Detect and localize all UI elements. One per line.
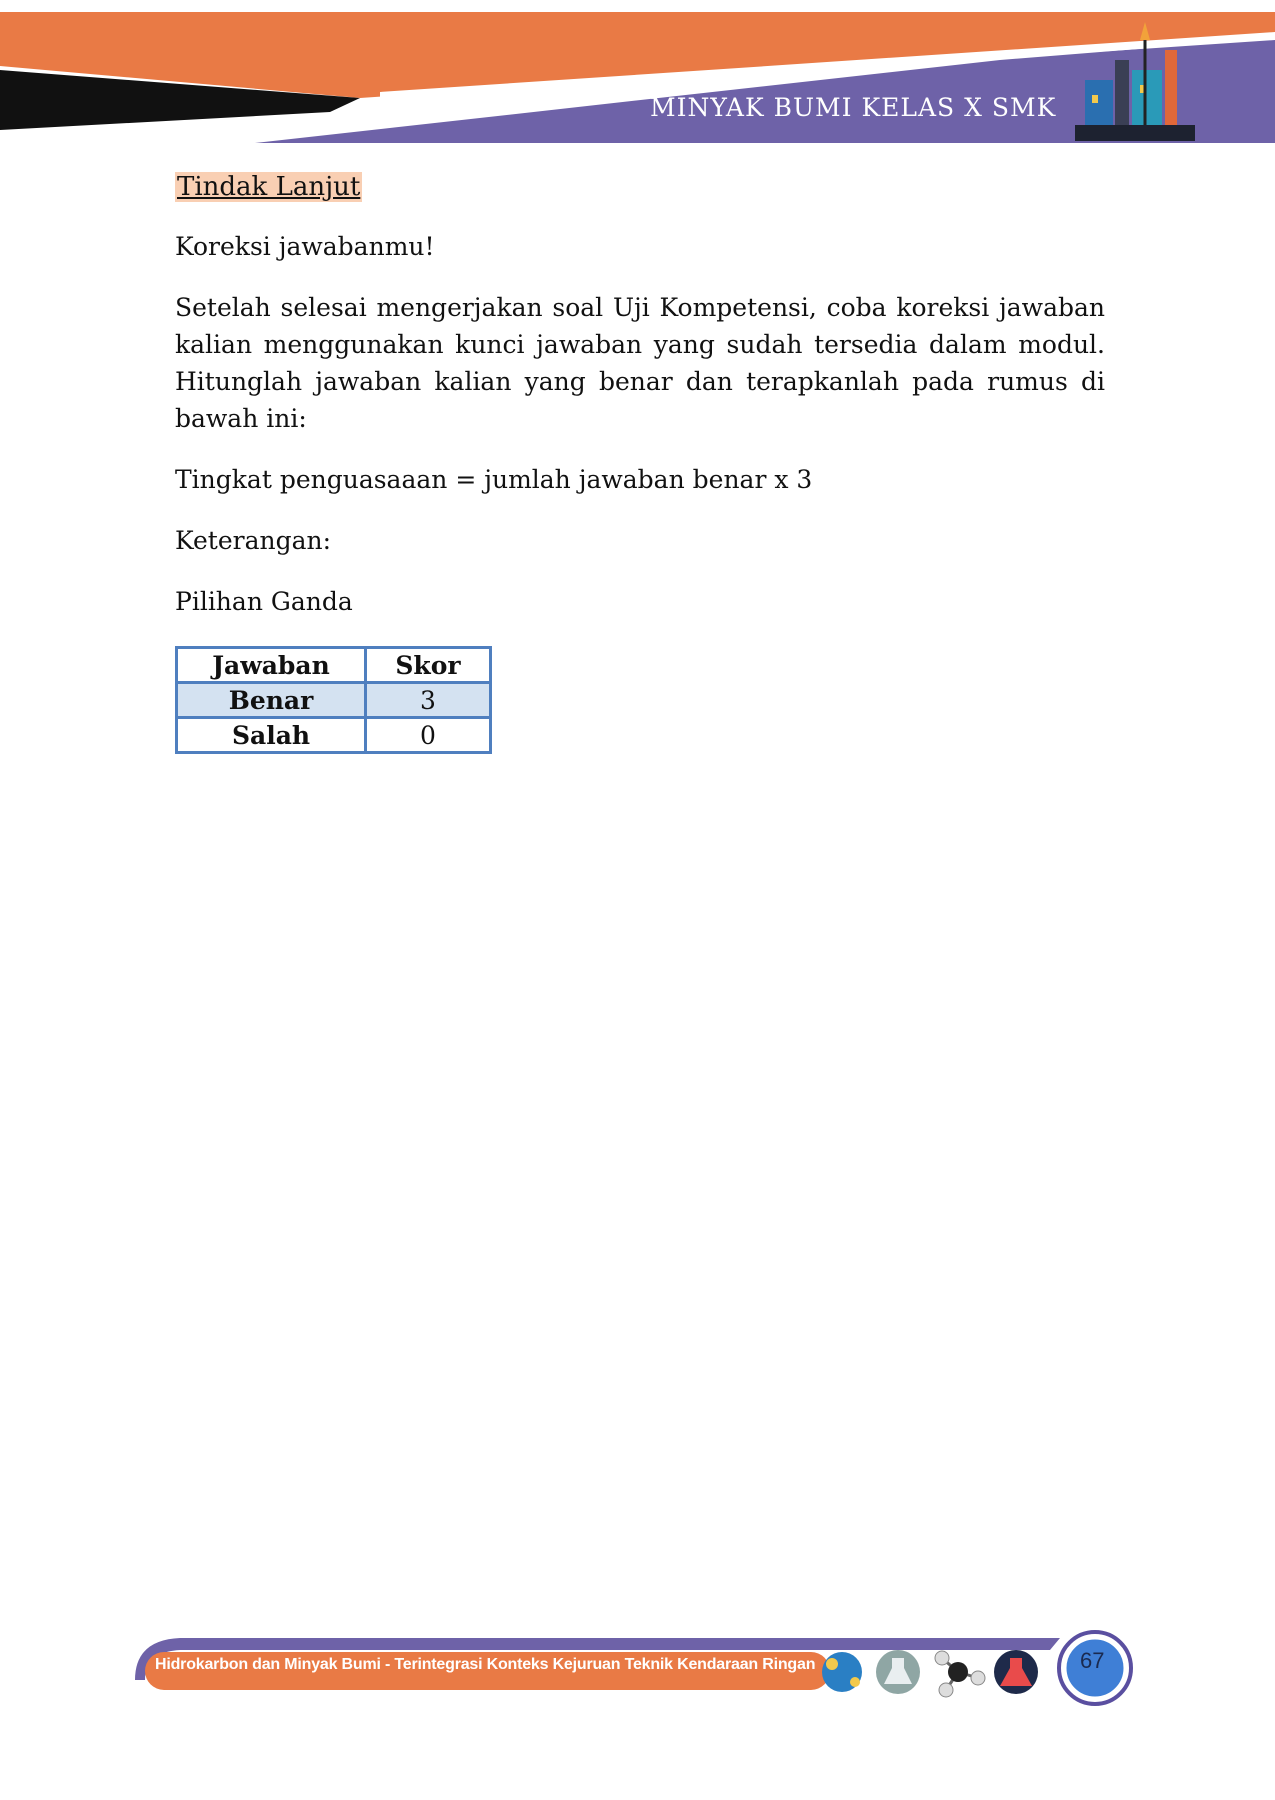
koreksi-text: Koreksi jawabanmu! bbox=[175, 232, 435, 261]
table-cell-jawaban: Benar bbox=[177, 683, 366, 718]
score-table bbox=[175, 646, 492, 754]
table-cell-skor: 0 bbox=[366, 718, 491, 753]
table-cell-skor: 3 bbox=[366, 683, 491, 718]
flask-icon bbox=[876, 1650, 920, 1694]
header-banner bbox=[0, 0, 1275, 150]
header-title: MINYAK BUMI KELAS X SMK bbox=[650, 93, 1057, 122]
keterangan-label: Keterangan: bbox=[175, 526, 332, 555]
page-number: 67 bbox=[1080, 1648, 1105, 1673]
table-row bbox=[177, 683, 491, 718]
table-cell-jawaban: Salah bbox=[177, 718, 366, 753]
pilihan-ganda-label: Pilihan Ganda bbox=[175, 587, 353, 616]
footer-banner bbox=[120, 1620, 1160, 1730]
lab-flask-icon bbox=[994, 1650, 1038, 1694]
formula-text: Tingkat penguasaaan = jumlah jawaban benar x 3 bbox=[175, 465, 813, 494]
section-heading: Tindak Lanjut bbox=[177, 172, 361, 202]
document-body bbox=[175, 172, 1105, 754]
molecule-icon bbox=[935, 1651, 985, 1697]
table-header-skor: Skor bbox=[366, 648, 491, 683]
table-header-jawaban: Jawaban bbox=[177, 648, 366, 683]
instruction-paragraph: Setelah selesai mengerjakan soal Uji Kompetensi, coba koreksi jawaban kalian menggunakan kunci jawaban yang sudah tersedia dalam modul. Hitunglah jawaban kalian yang benar dan terapkanlah pada rumus di bawah ini: bbox=[175, 293, 1105, 433]
footer-text: Hidrokarbon dan Minyak Bumi - Terintegrasi Konteks Kejuruan Teknik Kendaraan Ringan bbox=[155, 1656, 816, 1673]
table-header-row bbox=[177, 648, 491, 683]
table-row bbox=[177, 718, 491, 753]
globe-icon bbox=[822, 1652, 862, 1692]
